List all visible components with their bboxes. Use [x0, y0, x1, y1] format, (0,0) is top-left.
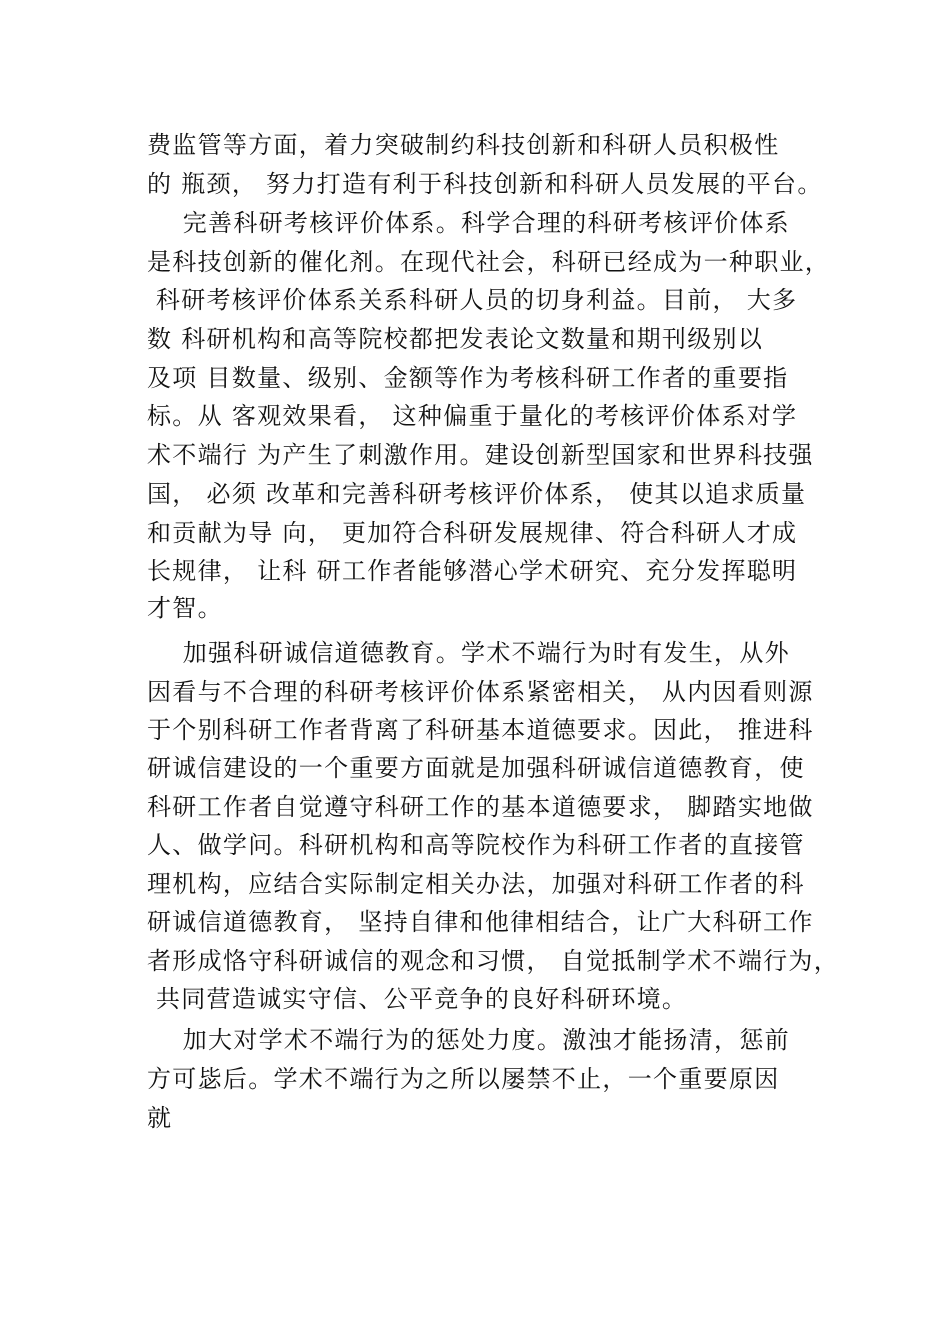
text-line: 术不端行 为产生了刺激作用。建设创新型国家和世界科技强 [147, 441, 814, 469]
text-line: 因看与不合理的科研考核评价体系紧密相关， 从内因看则源 [147, 678, 814, 706]
text-line: 科研工作者自觉遵守科研工作的基本道德要求， 脚踏实地做 [147, 793, 814, 821]
text-line: 的 瓶颈， 努力打造有利于科技创新和科研人员发展的平台。 [147, 170, 823, 198]
text-line: 长规律， 让科 研工作者能够潜心学术研究、充分发挥聪明 [147, 557, 798, 585]
text-line: 加大对学术不端行为的惩处力度。激浊才能扬清，惩前 [147, 1026, 790, 1054]
text-line: 方可毖后。学术不端行为之所以屡禁不止，一个重要原因 [147, 1065, 780, 1093]
text-line: 标。从 客观效果看， 这种偏重于量化的考核评价体系对学 [147, 402, 798, 430]
text-line: 人、做学问。科研机构和高等院校作为科研工作者的直接管 [147, 831, 805, 859]
text-line: 于个别科研工作者背离了科研基本道德要求。因此， 推进科 [147, 716, 814, 744]
text-line: 完善科研考核评价体系。科学合理的科研考核评价体系 [147, 209, 790, 237]
text-line: 科研考核评价体系关系科研人员的切身利益。目前， 大多 [147, 286, 798, 314]
text-line: 和贡献为导 向， 更加符合科研发展规律、符合科研人才成 [147, 519, 798, 547]
text-line: 研诚信道德教育， 坚持自律和他律相结合，让广大科研工作 [147, 908, 814, 936]
text-line: 及项 目数量、级别、金额等作为考核科研工作者的重要指 [147, 364, 789, 392]
text-line: 国， 必须 改革和完善科研考核评价体系， 使其以追求质量 [147, 480, 807, 508]
text-line: 费监管等方面，着力突破制约科技创新和科研人员积极性 [147, 131, 780, 159]
text-line: 才智。 [147, 594, 223, 622]
text-line: 数 科研机构和高等院校都把发表论文数量和期刊级别以 [147, 325, 764, 353]
text-line: 研诚信建设的一个重要方面就是加强科研诚信道德教育，使 [147, 754, 805, 782]
text-line: 就 [147, 1104, 173, 1132]
text-line: 者形成恪守科研诚信的观念和习惯， 自觉抵制学术不端行为， [147, 947, 840, 975]
text-line: 理机构，应结合实际制定相关办法，加强对科研工作者的科 [147, 870, 805, 898]
text-line: 是科技创新的催化剂。在现代社会，科研已经成为一种职业， [147, 248, 831, 276]
text-line: 共同营造诚实守信、公平竞争的良好科研环境。 [147, 985, 688, 1013]
text-line: 加强科研诚信道德教育。学术不端行为时有发生，从外 [147, 639, 790, 667]
